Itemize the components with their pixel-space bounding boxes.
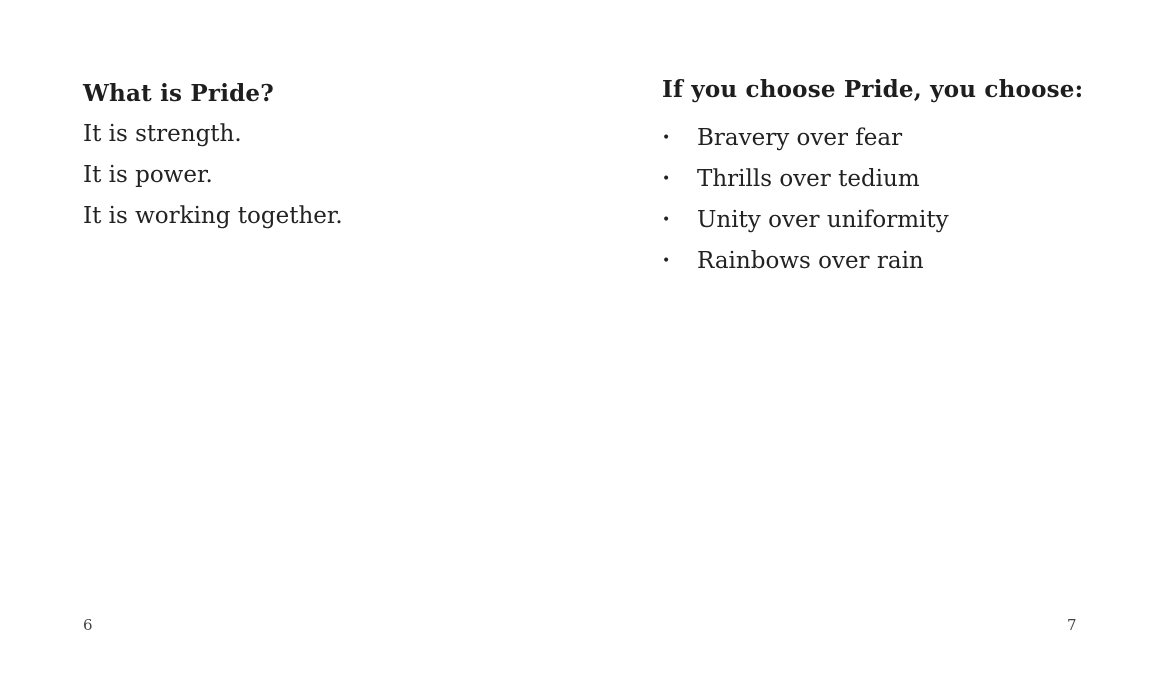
left-page-heading: What is Pride?: [83, 80, 274, 107]
choice-list: [662, 117, 949, 281]
right-page-heading: If you choose Pride, you choose:: [662, 76, 1084, 103]
page-number-left: 6: [83, 616, 93, 634]
list-item: [662, 199, 949, 240]
bullet-icon: •: [662, 211, 671, 228]
right-page: [579, 0, 1158, 700]
list-item-text: Rainbows over rain: [697, 247, 924, 274]
statement-line: It is working together.: [83, 203, 343, 229]
list-item: [662, 240, 949, 281]
bullet-icon: •: [662, 252, 671, 269]
list-item-text: Unity over uniformity: [697, 206, 949, 233]
bullet-icon: •: [662, 170, 671, 187]
list-item: [662, 158, 949, 199]
statement-line: It is strength.: [83, 121, 242, 147]
list-item-text: Thrills over tedium: [697, 165, 920, 192]
bullet-icon: •: [662, 129, 671, 146]
list-item: [662, 117, 949, 158]
statement-line: It is power.: [83, 162, 213, 188]
list-item-text: Bravery over fear: [697, 124, 903, 151]
page-number-right: 7: [1067, 616, 1077, 634]
